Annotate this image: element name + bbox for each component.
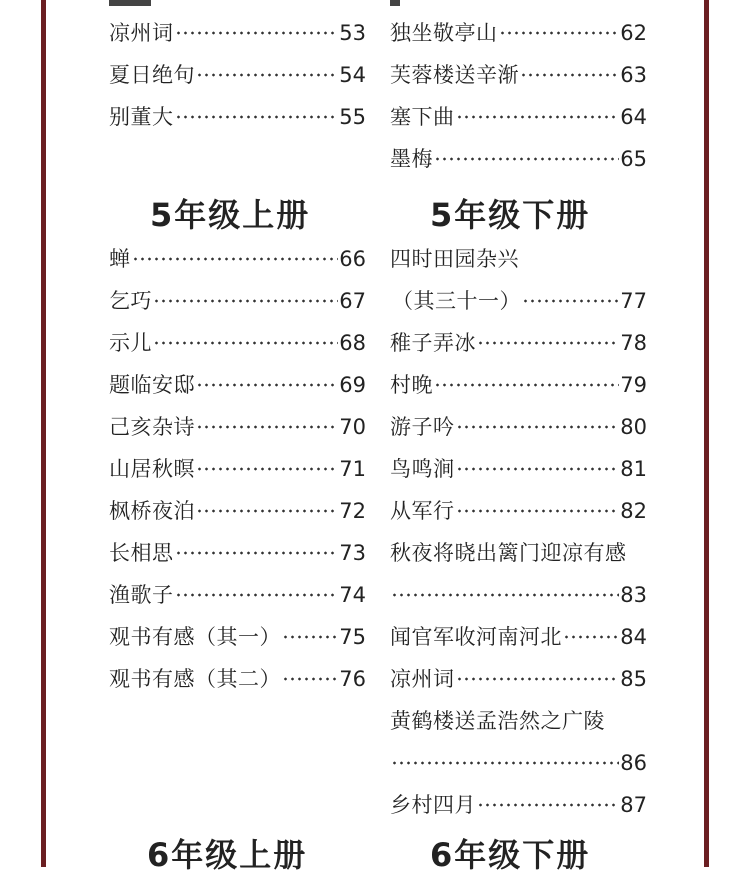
toc-entry[interactable] <box>390 623 647 651</box>
toc-entry[interactable] <box>109 103 366 131</box>
leader-dots <box>499 31 620 35</box>
cut-off-entry-left <box>109 0 151 6</box>
entry-title: 凉州词 <box>109 21 174 45</box>
entry-title: 秋夜将晓出篱门迎凉有感 <box>390 541 627 565</box>
entry-page: 69 <box>339 373 366 397</box>
entry-page: 54 <box>339 63 366 87</box>
entry-title: 闻官军收河南河北 <box>390 625 562 649</box>
entry-page: 84 <box>620 625 647 649</box>
leader-dots <box>456 677 620 681</box>
toc-entry-continued[interactable] <box>390 287 647 315</box>
toc-entry[interactable] <box>390 413 647 441</box>
entry-title: 夏日绝句 <box>109 63 195 87</box>
entry-page: 65 <box>620 147 647 171</box>
leader-dots <box>282 677 338 681</box>
leader-dots <box>477 803 619 807</box>
entry-page: 68 <box>339 331 366 355</box>
toc-entry[interactable] <box>109 455 366 483</box>
toc-entry[interactable] <box>390 455 647 483</box>
entry-page: 71 <box>339 457 366 481</box>
entry-title: 游子吟 <box>390 415 455 439</box>
leader-dots <box>434 157 619 161</box>
entry-title: 观书有感（其二） <box>109 667 281 691</box>
leader-dots <box>520 73 619 77</box>
entry-page: 75 <box>339 625 366 649</box>
entry-page: 64 <box>620 105 647 129</box>
leader-dots <box>282 635 338 639</box>
entry-title: 塞下曲 <box>390 105 455 129</box>
entry-title: 观书有感（其一） <box>109 625 281 649</box>
entry-page: 66 <box>339 247 366 271</box>
entry-title: 墨梅 <box>390 147 433 171</box>
entry-page: 74 <box>339 583 366 607</box>
toc-entry[interactable] <box>390 61 647 89</box>
entry-page: 63 <box>620 63 647 87</box>
toc-entry[interactable] <box>109 665 366 693</box>
entry-title: 芙蓉楼送辛渐 <box>390 63 519 87</box>
entry-page: 53 <box>339 21 366 45</box>
leader-dots <box>456 425 620 429</box>
toc-entry[interactable] <box>109 61 366 89</box>
leader-dots <box>196 467 338 471</box>
leader-dots <box>196 383 338 387</box>
page-border-right <box>704 0 709 867</box>
entry-page: 80 <box>620 415 647 439</box>
entry-title: 独坐敬亭山 <box>390 21 498 45</box>
entry-title: 凉州词 <box>390 667 455 691</box>
toc-entry[interactable] <box>109 497 366 525</box>
toc-entry[interactable] <box>109 371 366 399</box>
leader-dots <box>196 73 338 77</box>
heading-grade5-lower: 5年级下册 <box>430 196 591 234</box>
entry-page: 76 <box>339 667 366 691</box>
leader-dots <box>196 509 338 513</box>
entry-page: 73 <box>339 541 366 565</box>
leader-dots <box>175 31 339 35</box>
entry-page: 62 <box>620 21 647 45</box>
entry-page: 67 <box>339 289 366 313</box>
leader-dots <box>477 341 619 345</box>
entry-title: 题临安邸 <box>109 373 195 397</box>
entry-page: 87 <box>620 793 647 817</box>
entry-title: 鸟鸣涧 <box>390 457 455 481</box>
entry-page: 77 <box>620 289 647 313</box>
entry-title: 枫桥夜泊 <box>109 499 195 523</box>
leader-dots <box>175 551 339 555</box>
leader-dots <box>456 509 620 513</box>
entry-title: 稚子弄冰 <box>390 331 476 355</box>
leader-dots <box>175 115 339 119</box>
toc-entry[interactable] <box>390 539 647 567</box>
entry-page: 86 <box>620 751 647 775</box>
entry-title: 乞巧 <box>109 289 152 313</box>
entry-title: 从军行 <box>390 499 455 523</box>
entry-title: 山居秋暝 <box>109 457 195 481</box>
entry-title: 乡村四月 <box>390 793 476 817</box>
toc-entry[interactable] <box>109 329 366 357</box>
toc-entry[interactable] <box>390 329 647 357</box>
leader-dots <box>391 761 619 765</box>
heading-grade5-upper: 5年级上册 <box>150 196 311 234</box>
toc-entry[interactable] <box>390 497 647 525</box>
leader-dots <box>132 257 339 261</box>
toc-entry-continued[interactable] <box>390 581 647 609</box>
toc-entry[interactable] <box>390 19 647 47</box>
toc-entry[interactable] <box>109 413 366 441</box>
page-border-left <box>41 0 46 867</box>
toc-entry[interactable] <box>109 245 366 273</box>
toc-entry[interactable] <box>390 245 647 273</box>
toc-entry[interactable] <box>109 287 366 315</box>
entry-title: 长相思 <box>109 541 174 565</box>
entry-title: 渔歌子 <box>109 583 174 607</box>
leader-dots <box>434 383 619 387</box>
entry-page: 83 <box>620 583 647 607</box>
toc-entry[interactable] <box>390 103 647 131</box>
entry-page: 85 <box>620 667 647 691</box>
leader-dots <box>391 593 619 597</box>
entry-title: 别董大 <box>109 105 174 129</box>
entry-page: 72 <box>339 499 366 523</box>
leader-dots <box>563 635 619 639</box>
entry-title: （其三十一） <box>392 289 521 313</box>
entry-page: 70 <box>339 415 366 439</box>
leader-dots <box>456 467 620 471</box>
leader-dots <box>196 425 338 429</box>
heading-grade6-lower: 6年级下册 <box>430 836 591 874</box>
toc-entry[interactable] <box>109 623 366 651</box>
entry-page: 55 <box>339 105 366 129</box>
toc-entry[interactable] <box>109 19 366 47</box>
entry-page: 78 <box>620 331 647 355</box>
toc-entry[interactable] <box>109 539 366 567</box>
toc-entry[interactable] <box>390 791 647 819</box>
toc-entry-continued[interactable] <box>390 749 647 777</box>
leader-dots <box>456 115 620 119</box>
heading-grade6-upper: 6年级上册 <box>147 836 308 874</box>
toc-entry[interactable] <box>390 371 647 399</box>
entry-title: 村晚 <box>390 373 433 397</box>
entry-title: 四时田园杂兴 <box>390 247 519 271</box>
entry-title: 黄鹤楼送孟浩然之广陵 <box>390 709 605 733</box>
entry-title: 蝉 <box>109 247 131 271</box>
cut-off-entry-right <box>390 0 400 6</box>
toc-entry[interactable] <box>390 145 647 173</box>
entry-title: 己亥杂诗 <box>109 415 195 439</box>
toc-entry[interactable] <box>390 707 647 735</box>
leader-dots <box>153 299 338 303</box>
entry-page: 82 <box>620 499 647 523</box>
toc-entry[interactable] <box>109 581 366 609</box>
leader-dots <box>153 341 338 345</box>
entry-page: 81 <box>620 457 647 481</box>
entry-title: 示儿 <box>109 331 152 355</box>
toc-entry[interactable] <box>390 665 647 693</box>
leader-dots <box>522 299 619 303</box>
leader-dots <box>175 593 339 597</box>
entry-page: 79 <box>620 373 647 397</box>
